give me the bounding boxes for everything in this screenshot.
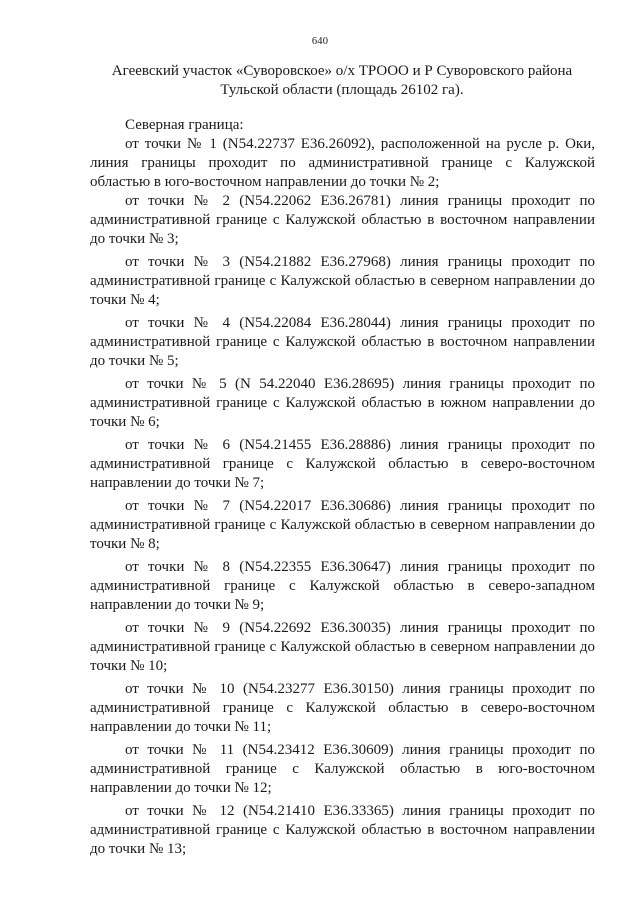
boundary-paragraph: от точки № 3 (N54.21882 E36.27968) линия границы проходит по административной границе с Калужской областью в северном направлении до точки № 4; <box>90 254 595 308</box>
document-body <box>90 116 595 863</box>
boundary-paragraph: от точки № 5 (N 54.22040 E36.28695) линия границы проходит по административной границе с Калужской областью в южном направлении до точки № 6; <box>90 376 595 430</box>
document-title: Агеевский участок «Суворовское» о/х ТРООО и Р Суворовского района Тульской области (площадь 26102 га). <box>111 63 573 98</box>
boundary-paragraph: от точки № 2 (N54.22062 E36.26781) линия границы проходит по административной границе с Калужской областью в восточном направлении до точки № 3; <box>90 193 595 247</box>
boundary-paragraph: от точки № 4 (N54.22084 E36.28044) линия границы проходит по административной границе с Калужской областью в восточном направлении до точки № 5; <box>90 315 595 369</box>
boundary-paragraph: от точки № 10 (N54.23277 E36.30150) линия границы проходит по административной границе с Калужской областью в северо-восточном направлении до точки № 11; <box>90 681 595 735</box>
boundary-paragraph: от точки № 12 (N54.21410 E36.33365) линия границы проходит по административной границе с Калужской областью в восточном направлении до точки № 13; <box>90 803 595 857</box>
boundary-paragraph: от точки № 6 (N54.21455 E36.28886) линия границы проходит по административной границе с Калужской областью в северо-восточном направлении до точки № 7; <box>90 437 595 491</box>
page-number: 640 <box>311 36 329 47</box>
boundary-paragraph: от точки № 9 (N54.22692 E36.30035) линия границы проходит по административной границе с Калужской областью в северном направлении до точки № 10; <box>90 620 595 674</box>
boundary-paragraph: от точки № 7 (N54.22017 E36.30686) линия границы проходит по административной границе с Калужской областью в северном направлении до точки № 8; <box>90 498 595 552</box>
boundary-paragraph: от точки № 1 (N54.22737 E36.26092), расположенной на русле р. Оки, линия границы проходит по административной границе с Калужской областью в юго-восточном направлении до точки № 2; <box>90 136 595 190</box>
boundary-paragraph: от точки № 8 (N54.22355 E36.30647) линия границы проходит по административной границе с Калужской областью в северо-западном направлении до точки № 9; <box>90 559 595 613</box>
boundary-paragraph: от точки № 11 (N54.23412 E36.30609) линия границы проходит по административной границе с Калужской областью в юго-восточном направлении до точки № 12; <box>90 742 595 796</box>
section-heading: Северная граница: <box>125 117 244 133</box>
